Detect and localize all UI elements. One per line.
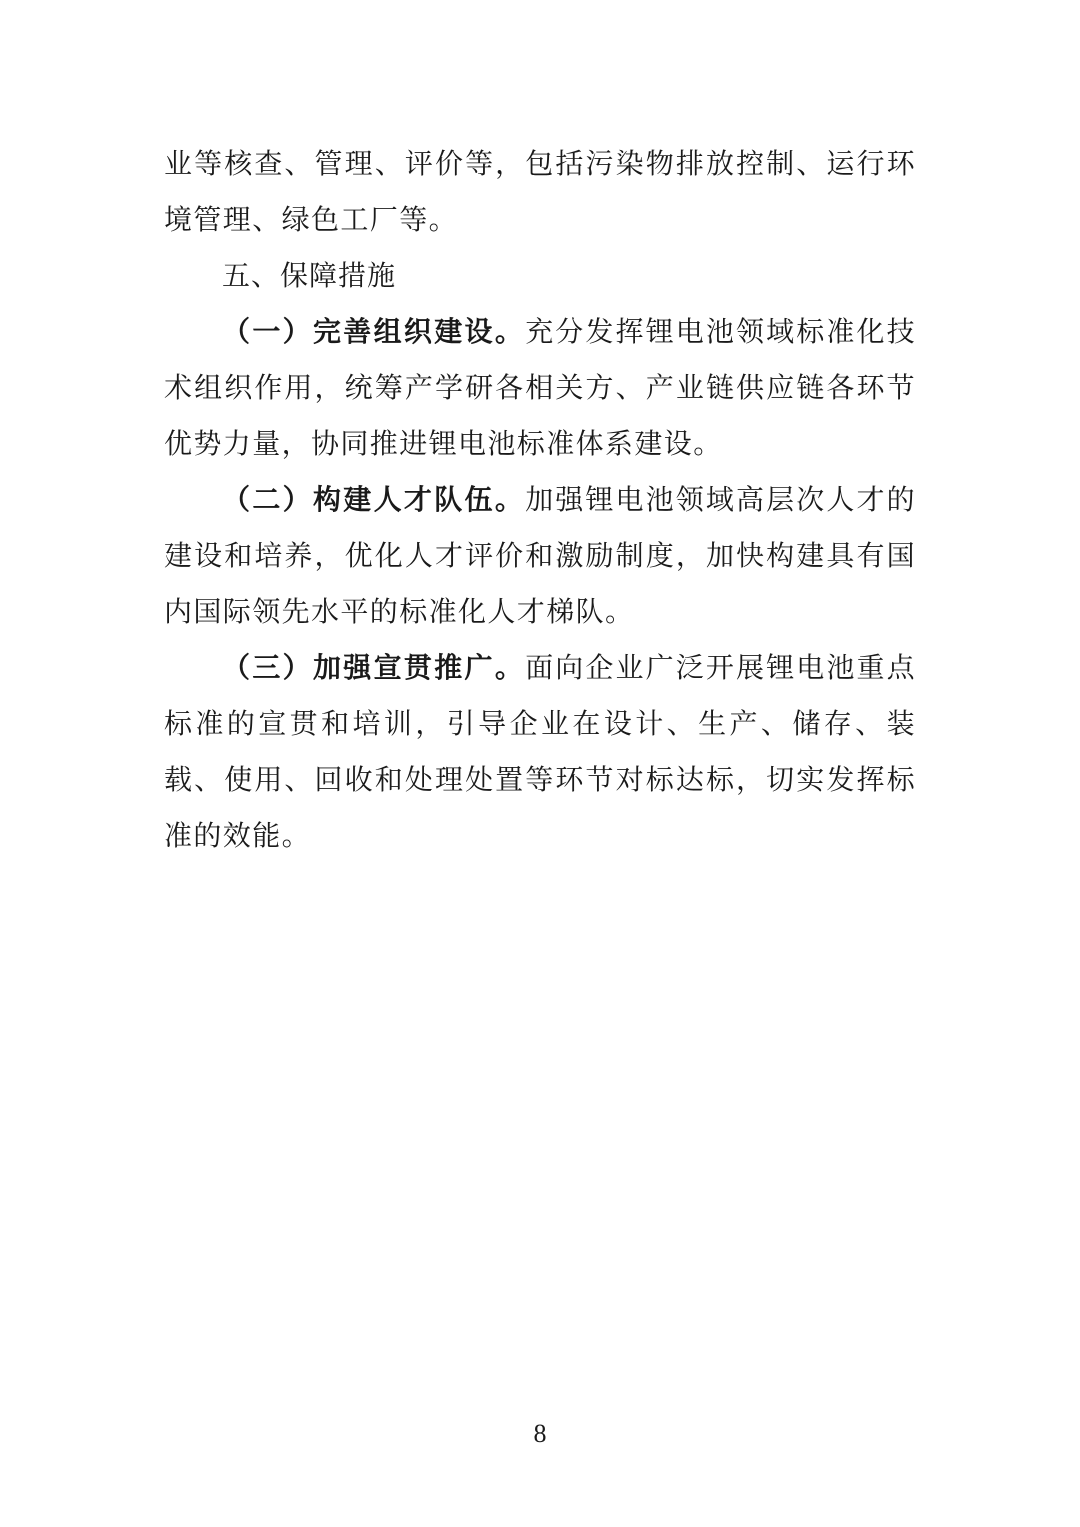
- continued-paragraph: 业等核查、管理、评价等，包括污染物排放控制、运行环境管理、绿色工厂等。: [164, 147, 916, 236]
- measure-text-3: 面向企业广泛开展锂电池重点标准的宣贯和培训，引导企业在设计、生产、储存、装载、使用、回收和处理处置等环节对标达标，切实发挥标准的效能。: [164, 651, 916, 852]
- measure-paragraph-2: [164, 472, 916, 640]
- measure-lead-2: （二）构建人才队伍。: [222, 483, 526, 516]
- measure-text-1: 充分发挥锂电池领域标准化技术组织作用，统筹产学研各相关方、产业链供应链各环节优势力量，协同推进锂电池标准体系建设。: [164, 315, 916, 460]
- measure-text-2: 加强锂电池领域高层次人才的建设和培养，优化人才评价和激励制度，加快构建具有国内国际领先水平的标准化人才梯队。: [164, 483, 916, 628]
- measure-paragraph-3: [164, 640, 916, 864]
- measure-lead-3: （三）加强宣贯推广。: [222, 651, 526, 684]
- section-heading: 五、保障措施: [222, 259, 397, 292]
- measure-paragraph-1: [164, 304, 916, 472]
- page-number: 8: [533, 1419, 547, 1448]
- measure-lead-1: （一）完善组织建设。: [222, 315, 526, 348]
- document-body: [164, 136, 916, 864]
